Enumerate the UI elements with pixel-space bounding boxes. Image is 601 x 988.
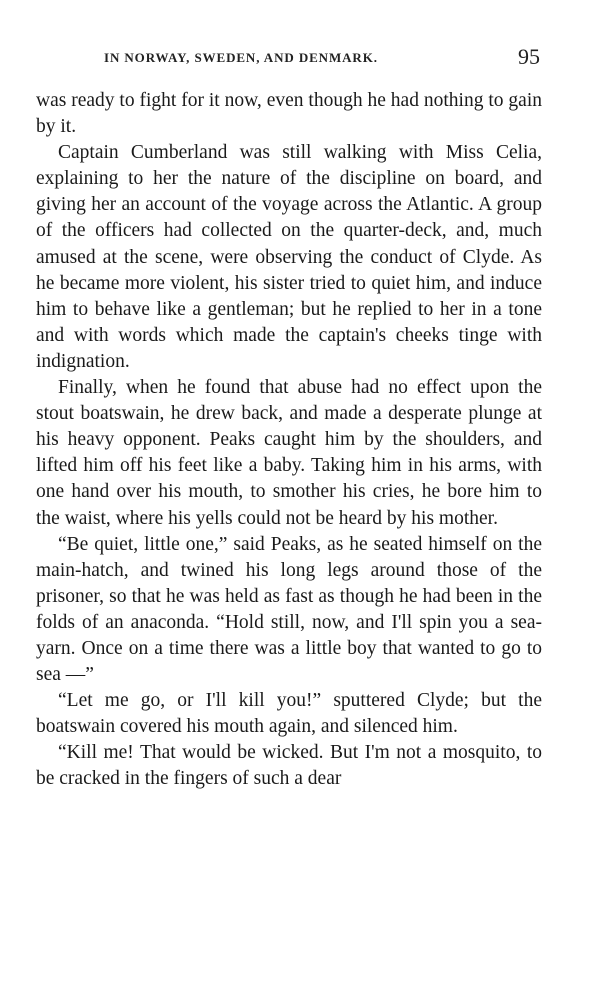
paragraph: Captain Cumberland was still walking with Miss Celia, explaining to her the nature of the discipline on board, and giving her an account of the voyage across the Atlantic. A group of the officers had collected on the quarter-deck, and, much amused at the scene, were observing the conduct of Clyde. As he became more violent, his sister tried to quiet him, and induce him to behave like a gentleman; but he replied to her in a tone and with words which made the captain's cheeks tinge with indignation. (36, 142, 542, 372)
paragraph: “Kill me! That would be wicked. But I'm not a mosquito, to be cracked in the fingers of such a dear (36, 742, 542, 790)
paragraph: “Let me go, or I'll kill you!” sputtered Clyde; but the boatswain covered his mouth again, and silenced him. (36, 690, 542, 738)
paragraph: “Be quiet, little one,” said Peaks, as he seated himself on the main-hatch, and twined his long legs around those of the prisoner, so that he was held as fast as though he had been in the folds of an anaconda. “Hold still, now, and I'll spin you a sea-yarn. Once on a time there was a little boy that wanted to go to sea —” (36, 533, 542, 686)
paragraph: was ready to fight for it now, even though he had nothing to gain by it. (36, 90, 542, 138)
body-text (36, 88, 542, 793)
running-header (36, 44, 542, 74)
page-number: 95 (518, 44, 540, 69)
paragraph: Finally, when he found that abuse had no effect upon the stout boatswain, he drew back, and made a desperate plunge at his heavy opponent. Peaks caught him by the shoulders, and lifted him off his feet like a baby. Taking him in his arms, with one hand over his mouth, to smother his cries, he bore him to the waist, where his yells could not be heard by his mother. (36, 377, 542, 529)
book-page (36, 44, 542, 793)
running-head-title: IN NORWAY, SWEDEN, AND DENMARK. (104, 50, 378, 65)
